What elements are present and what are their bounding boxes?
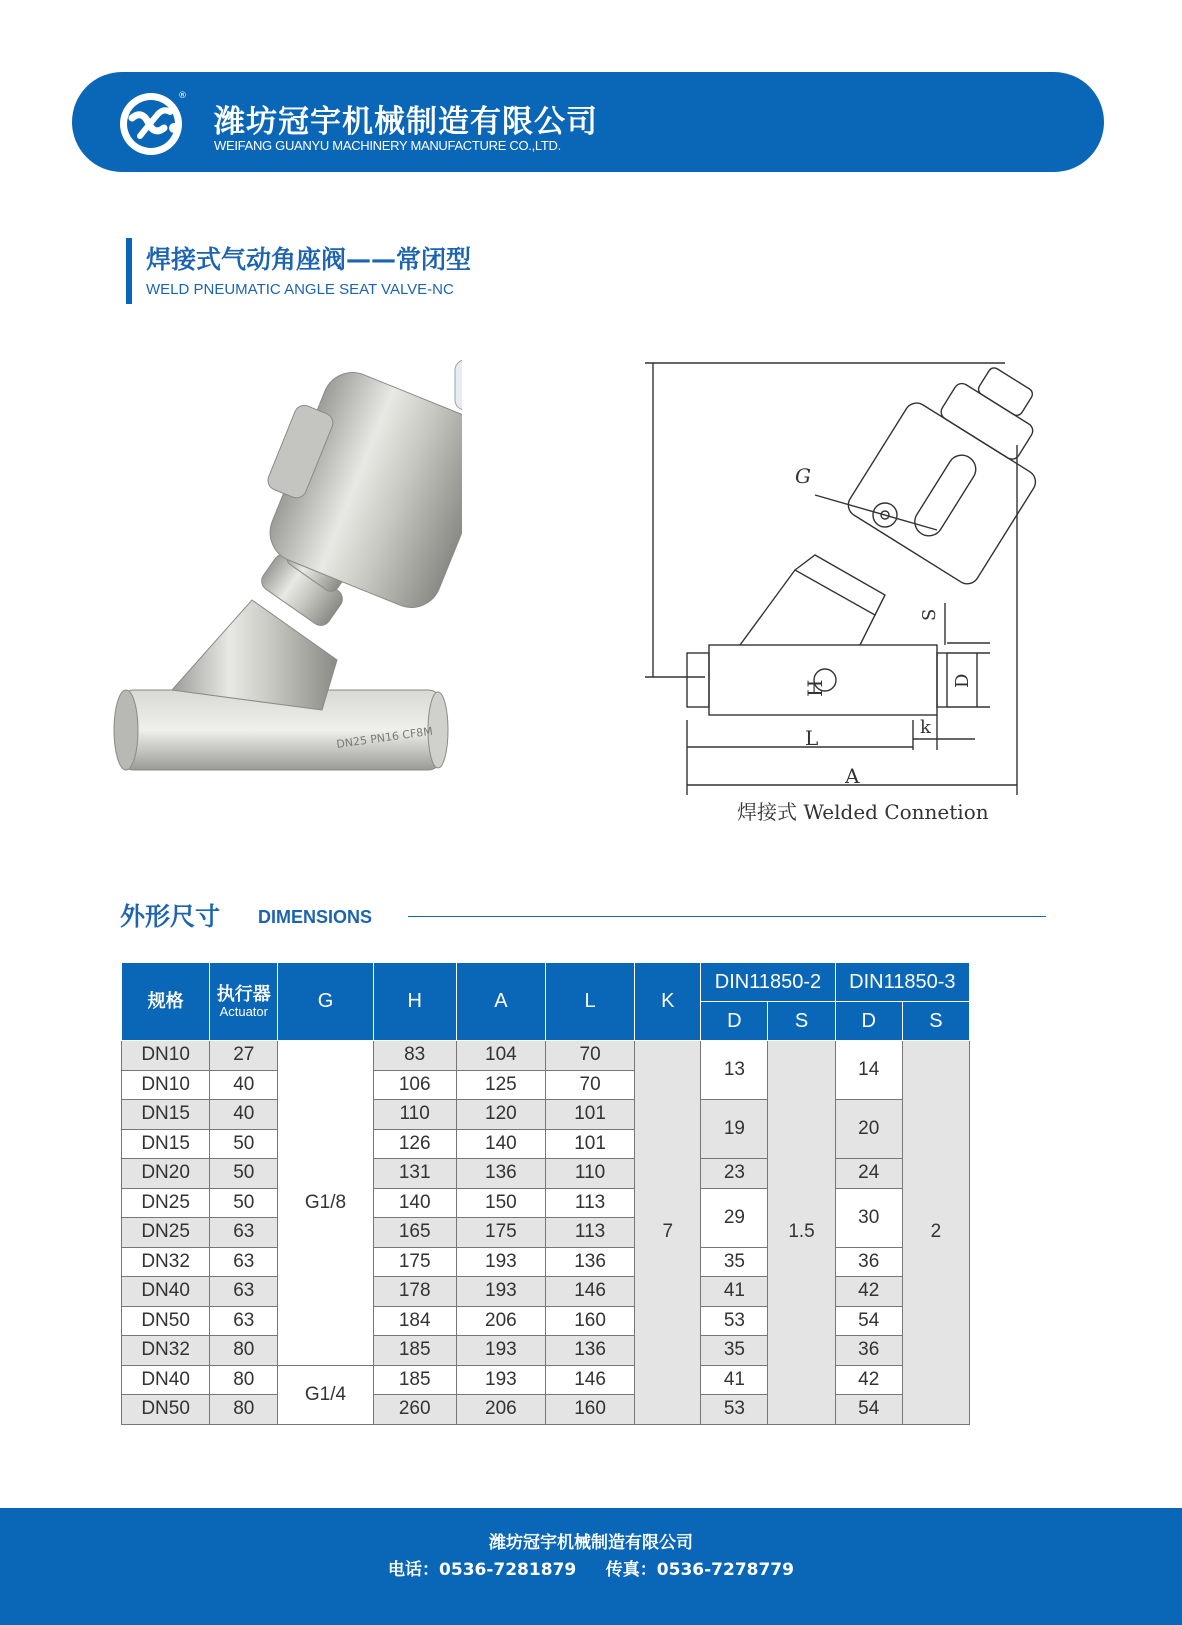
- table-row: [122, 1188, 970, 1218]
- title-accent-bar: [126, 238, 132, 304]
- cell-din2-d: 41: [701, 1277, 768, 1307]
- label-a: A: [845, 764, 860, 788]
- cell-actuator: 63: [210, 1306, 278, 1336]
- cell-din2-d: 13: [701, 1041, 768, 1100]
- label-h: H: [803, 679, 827, 697]
- product-title-en: WELD PNEUMATIC ANGLE SEAT VALVE-NC: [146, 281, 454, 298]
- cell-a: 206: [456, 1306, 545, 1336]
- cell-actuator: 40: [210, 1070, 278, 1100]
- cell-a: 175: [456, 1218, 545, 1248]
- header-g: G: [278, 963, 373, 1041]
- cell-spec: DN32: [122, 1336, 210, 1366]
- cell-a: 193: [456, 1365, 545, 1395]
- cell-a: 150: [456, 1188, 545, 1218]
- header-din11850-2: DIN11850-2: [701, 963, 835, 1002]
- registered-mark: ®: [178, 91, 187, 101]
- cell-din3-d: 54: [835, 1306, 902, 1336]
- cell-l: 70: [545, 1070, 634, 1100]
- cell-h: 178: [373, 1277, 456, 1307]
- company-logo-icon: [118, 88, 188, 158]
- header-spec: 规格: [122, 963, 210, 1041]
- cell-h: 106: [373, 1070, 456, 1100]
- cell-l: 101: [545, 1100, 634, 1130]
- cell-h: 185: [373, 1365, 456, 1395]
- label-g: G: [795, 464, 811, 488]
- cell-din3-d: 14: [835, 1041, 902, 1100]
- cell-actuator: 50: [210, 1129, 278, 1159]
- cell-h: 131: [373, 1159, 456, 1189]
- cell-din2-d: 35: [701, 1247, 768, 1277]
- valve-body-marking: DN25 PN16 CF8M: [335, 724, 434, 751]
- cell-l: 70: [545, 1041, 634, 1071]
- cell-spec: DN50: [122, 1395, 210, 1425]
- dimensions-title-en: DIMENSIONS: [258, 907, 373, 927]
- label-s: S: [919, 608, 940, 621]
- table-row: [122, 1365, 970, 1395]
- cell-l: 146: [545, 1277, 634, 1307]
- cell-spec: DN32: [122, 1247, 210, 1277]
- cell-spec: DN25: [122, 1218, 210, 1248]
- cell-g: G1/8: [278, 1041, 373, 1366]
- cell-a: 193: [456, 1277, 545, 1307]
- technical-drawing: [645, 355, 1065, 855]
- valve-product-photo: [112, 360, 462, 820]
- cell-a: 193: [456, 1247, 545, 1277]
- company-name-en: WEIFANG GUANYU MACHINERY MANUFACTURE CO.,LTD.: [214, 138, 561, 153]
- label-k: k: [920, 717, 931, 738]
- phone-number[interactable]: 0536-7281879: [439, 1560, 577, 1580]
- cell-actuator: 63: [210, 1247, 278, 1277]
- cell-l: 160: [545, 1395, 634, 1425]
- cell-spec: DN10: [122, 1070, 210, 1100]
- cell-din3-d: 20: [835, 1100, 902, 1159]
- phone-label: 电话：: [388, 1560, 440, 1580]
- cell-din3-d: 42: [835, 1365, 902, 1395]
- label-d: D: [952, 673, 973, 688]
- cell-h: 175: [373, 1247, 456, 1277]
- cell-l: 136: [545, 1336, 634, 1366]
- company-name-cn: 潍坊冠宇机械制造有限公司: [214, 104, 598, 140]
- cell-actuator: 27: [210, 1041, 278, 1071]
- cell-actuator: 80: [210, 1336, 278, 1366]
- header-din2-d: D: [701, 1002, 768, 1041]
- cell-l: 146: [545, 1365, 634, 1395]
- fax-label: 传真：: [605, 1560, 657, 1580]
- header-din11850-3: DIN11850-3: [835, 963, 969, 1002]
- cell-l: 136: [545, 1247, 634, 1277]
- cell-din3-d: 36: [835, 1336, 902, 1366]
- cell-din3-d: 54: [835, 1395, 902, 1425]
- header-k: K: [635, 963, 701, 1041]
- cell-spec: DN40: [122, 1365, 210, 1395]
- table-row: [122, 1306, 970, 1336]
- header-a: A: [456, 963, 545, 1041]
- cell-a: 136: [456, 1159, 545, 1189]
- cell-actuator: 63: [210, 1277, 278, 1307]
- cell-actuator: 80: [210, 1395, 278, 1425]
- table-row: [122, 1247, 970, 1277]
- cell-actuator: 80: [210, 1365, 278, 1395]
- cell-a: 193: [456, 1336, 545, 1366]
- cell-h: 140: [373, 1188, 456, 1218]
- dimensions-divider: [408, 916, 1046, 917]
- drawing-caption: 焊接式 Welded Connetion: [737, 800, 989, 824]
- header-din3-d: D: [835, 1002, 902, 1041]
- table-row: [122, 1336, 970, 1366]
- dimensions-title-cn: 外形尺寸: [120, 902, 221, 931]
- cell-l: 101: [545, 1129, 634, 1159]
- cell-din3-d: 36: [835, 1247, 902, 1277]
- cell-h: 165: [373, 1218, 456, 1248]
- cell-l: 160: [545, 1306, 634, 1336]
- table-row: [122, 1100, 970, 1130]
- cell-l: 110: [545, 1159, 634, 1189]
- cell-a: 206: [456, 1395, 545, 1425]
- cell-din2-d: 53: [701, 1395, 768, 1425]
- fax-number: 0536-7278779: [656, 1560, 794, 1580]
- cell-h: 260: [373, 1395, 456, 1425]
- footer-contact: [0, 1555, 1182, 1580]
- cell-din3-s: 2: [902, 1041, 969, 1425]
- cell-actuator: 63: [210, 1218, 278, 1248]
- cell-spec: DN10: [122, 1041, 210, 1071]
- cell-spec: DN40: [122, 1277, 210, 1307]
- header-din3-s: S: [902, 1002, 969, 1041]
- cell-h: 185: [373, 1336, 456, 1366]
- table-row: [122, 1277, 970, 1307]
- cell-din2-d: 19: [701, 1100, 768, 1159]
- label-l: L: [805, 726, 819, 750]
- cell-a: 104: [456, 1041, 545, 1071]
- cell-din3-d: 42: [835, 1277, 902, 1307]
- cell-g: G1/4: [278, 1365, 373, 1424]
- cell-spec: DN25: [122, 1188, 210, 1218]
- cell-din2-s: 1.5: [768, 1041, 835, 1425]
- cell-l: 113: [545, 1218, 634, 1248]
- footer-company-name: 潍坊冠宇机械制造有限公司: [489, 1533, 693, 1553]
- cell-a: 125: [456, 1070, 545, 1100]
- cell-din3-d: 30: [835, 1188, 902, 1247]
- cell-k: 7: [635, 1041, 701, 1425]
- cell-din2-d: 35: [701, 1336, 768, 1366]
- cell-h: 184: [373, 1306, 456, 1336]
- header-actuator: 执行器 Actuator: [210, 963, 278, 1041]
- cell-h: 126: [373, 1129, 456, 1159]
- cell-spec: DN15: [122, 1100, 210, 1130]
- cell-h: 110: [373, 1100, 456, 1130]
- cell-actuator: 40: [210, 1100, 278, 1130]
- cell-l: 113: [545, 1188, 634, 1218]
- table-row: [122, 1159, 970, 1189]
- cell-a: 140: [456, 1129, 545, 1159]
- product-title-cn: 焊接式气动角座阀——常闭型: [146, 245, 472, 274]
- header-din2-s: S: [768, 1002, 835, 1041]
- cell-spec: DN20: [122, 1159, 210, 1189]
- dimensions-table: [121, 962, 970, 1425]
- cell-actuator: 50: [210, 1188, 278, 1218]
- cell-din2-d: 23: [701, 1159, 768, 1189]
- header-h: H: [373, 963, 456, 1041]
- cell-actuator: 50: [210, 1159, 278, 1189]
- cell-a: 120: [456, 1100, 545, 1130]
- cell-din2-d: 41: [701, 1365, 768, 1395]
- table-row: [122, 1041, 970, 1071]
- table-row: [122, 1395, 970, 1425]
- cell-h: 83: [373, 1041, 456, 1071]
- cell-spec: DN15: [122, 1129, 210, 1159]
- cell-din2-d: 29: [701, 1188, 768, 1247]
- header-l: L: [545, 963, 634, 1041]
- cell-din3-d: 24: [835, 1159, 902, 1189]
- cell-din2-d: 53: [701, 1306, 768, 1336]
- cell-spec: DN50: [122, 1306, 210, 1336]
